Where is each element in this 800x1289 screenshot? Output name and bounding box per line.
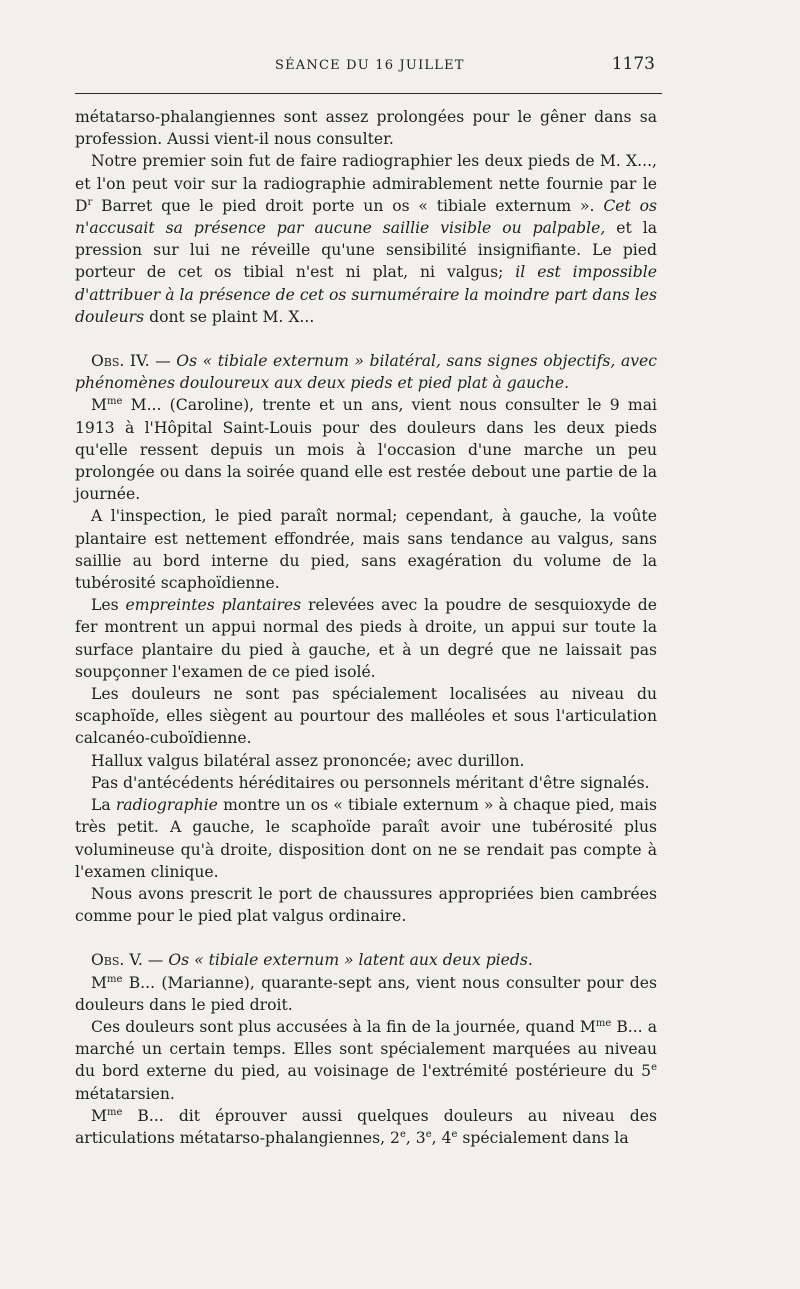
spacer: [75, 927, 657, 949]
text-run: , 3: [405, 1128, 426, 1147]
paragraph-plantar-prints: [75, 594, 657, 683]
observation-iv-heading: [75, 350, 657, 394]
text-run: montre un os « tibiale externum » à chaque pied, mais très petit. A gauche, le scaphoïde paraît avoir une tubérosité plus volumineuse qu'à droite, disposition dont on ne se rendait pas compte à l'examen clinique.: [75, 796, 657, 881]
paragraph-pain-evening: [75, 1016, 657, 1105]
paragraph-radiography-case-x: [75, 150, 657, 328]
text-run: et la pression sur lui ne réveille qu'une sensibilité insignifiante. Le pied porteur de cet os tibial n'est ni plat, ni valgus;: [75, 219, 657, 282]
text-run: spécialement dans la: [457, 1128, 629, 1147]
italic-run: radiographie: [115, 796, 218, 815]
text-run: Nous avons prescrit le port de chaussures appropriées bien cambrées comme pour le pied plat valgus ordinaire.: [75, 884, 657, 926]
text-run: M: [91, 1106, 107, 1125]
page-number: 1173: [611, 54, 655, 74]
text-run: Les: [91, 596, 126, 615]
italic-run: empreintes plantaires: [125, 596, 302, 615]
superscript: me: [106, 396, 123, 408]
header-rule: [75, 93, 662, 94]
text-run: métatarsien.: [75, 1084, 175, 1103]
text-run: Ces douleurs sont plus accusées à la fin de la journée, quand M: [91, 1017, 596, 1036]
superscript: me: [106, 1106, 123, 1118]
text-run: B... (Marianne), quarante-sept ans, vient nous consulter pour des douleurs dans le pied droit.: [75, 973, 657, 1014]
italic-run: il est impossible d'attribuer à la présence de cet os surnuméraire la moindre part dans les douleurs: [75, 263, 657, 326]
paragraph-patient-caroline: [75, 394, 657, 505]
text-run: M: [91, 396, 107, 415]
observation-title: Os « tibiale externum » bilatéral, sans signes objectifs, avec phénomènes douloureux aux deux pieds et pied plat à gauche.: [75, 352, 658, 393]
text-run: M... (Caroline), trente et un ans, vient nous consulter le 9 mai 1913 à l'Hôpital Saint-Louis pour des douleurs dans les deux pieds qu'elle ressent depuis un mois à l'occasion d'une marche un peu prolongée ou dans la soirée quand elle est restée debout une partie de la journée.: [75, 396, 657, 504]
paragraph-radiography: [75, 794, 657, 883]
superscript: me: [595, 1017, 612, 1029]
running-head: SÉANCE DU 16 JUILLET: [275, 58, 465, 73]
text-run: Les douleurs ne sont pas spécialement localisées au niveau du scaphoïde, elles siègent au pourtour des malléoles et sous l'articulation calcanéo-cuboïdienne.: [75, 685, 657, 748]
dash: —: [149, 352, 177, 371]
dash: —: [142, 951, 169, 970]
paragraph-inspection: [75, 505, 657, 594]
superscript: r: [87, 196, 93, 208]
observation-label: Obs. IV.: [91, 352, 150, 371]
text-run: relevées avec la poudre de sesquioxyde de fer montrent un appui normal des pieds à droite, un appui sur toute la surface plantaire du pied à gauche, et à un degré que ne laissait pas soupçonner l'examen de ce pied isolé.: [75, 596, 657, 681]
spacer: [75, 328, 657, 350]
paragraph-pain-location: [75, 683, 657, 750]
paragraph-antecedents: [75, 772, 657, 794]
text-run: , 4: [431, 1128, 452, 1147]
superscript: e: [425, 1128, 432, 1140]
text-run: Hallux valgus bilatéral assez prononcée; avec durillon.: [91, 751, 525, 770]
observation-label: Obs. V.: [91, 951, 143, 970]
superscript: me: [106, 973, 123, 985]
paragraph-metatarsal-pain: [75, 1105, 657, 1149]
paragraph-patient-marianne: [75, 972, 657, 1016]
text-run: dont se plaint M. X...: [144, 307, 315, 326]
page-header: [75, 52, 655, 82]
text-run: B... a marché un certain temps. Elles sont spécialement marquées au niveau du bord externe du pied, au voisinage de l'extrémité postérieure du 5: [75, 1017, 657, 1081]
text-run: Barret que le pied droit porte un os « tibiale externum ».: [92, 196, 604, 215]
text-run: Notre premier soin fut de faire radiographier les deux pieds de M. X..., et l'on peut voir sur la radiographie admirablement nette fournie par le D: [75, 152, 657, 215]
paragraph-continuation: [75, 106, 657, 150]
text-run: métatarso-phalangiennes sont assez prolongées pour le gêner dans sa profession. Aussi vient-il nous consulter.: [75, 108, 657, 149]
text-run: B... dit éprouver aussi quelques douleurs au niveau des articulations métatarso-phalangiennes, 2: [75, 1106, 657, 1147]
paragraph-hallux-valgus: [75, 750, 657, 772]
paragraph-prescription: [75, 883, 657, 927]
text-run: Pas d'antécédents héréditaires ou personnels méritant d'être signalés.: [91, 773, 650, 792]
observation-v-heading: [75, 949, 657, 971]
superscript: e: [399, 1128, 406, 1140]
text-run: La: [91, 796, 116, 815]
observation-title: Os « tibiale externum » latent aux deux pieds.: [168, 951, 533, 970]
page-body: [75, 106, 657, 1149]
superscript: e: [651, 1062, 657, 1074]
superscript: e: [451, 1128, 458, 1140]
text-run: A l'inspection, le pied paraît normal; cependant, à gauche, la voûte plantaire est nettement effondrée, mais sans tendance au valgus, sans saillie au bord interne du pied, sans exagération du volume de la tubérosité scaphoïdienne.: [75, 507, 657, 593]
italic-run: Cet os n'accusait sa présence par aucune saillie visible ou palpable,: [75, 196, 657, 238]
text-run: M: [91, 973, 107, 992]
